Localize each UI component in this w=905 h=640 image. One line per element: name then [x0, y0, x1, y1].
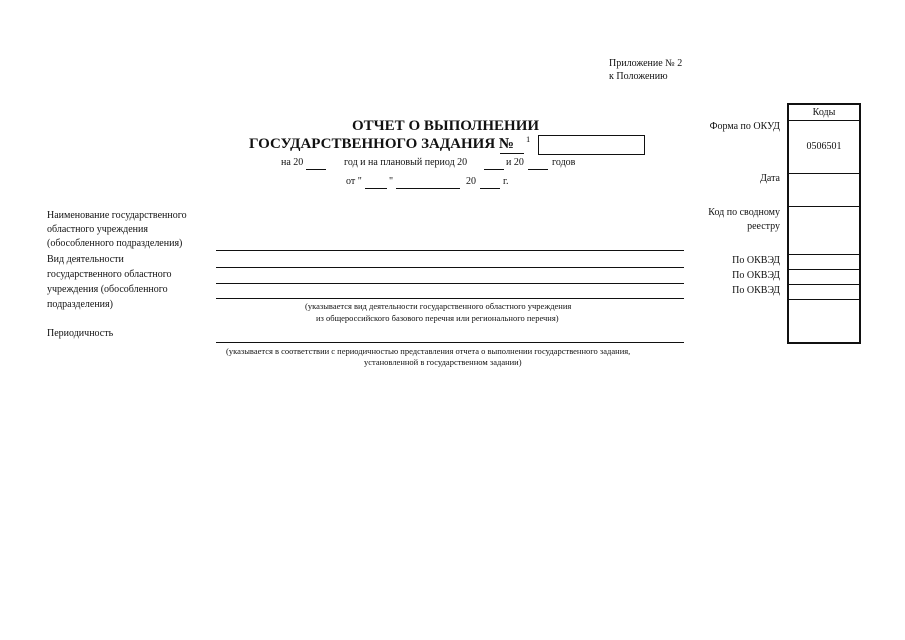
activity-line-3[interactable]	[216, 298, 684, 299]
registry-label-1: Код по сводному	[708, 207, 780, 218]
periodicity-label: Периодичность	[47, 328, 114, 339]
institution-label-1: Наименование государственного	[47, 210, 187, 221]
task-number-blank	[500, 153, 524, 154]
period-prefix: на 20	[281, 157, 304, 168]
okud-label: Форма по ОКУД	[709, 121, 780, 132]
okved-label-3: По ОКВЭД	[732, 285, 780, 296]
date-year-prefix: 20	[466, 176, 476, 187]
report-title-line-2: ГОСУДАРСТВЕННОГО ЗАДАНИЯ №	[249, 136, 514, 152]
footnote-mark: 1	[526, 134, 531, 144]
period-and: и 20	[506, 157, 524, 168]
activity-note-2: из общероссийского базового перечня или регионального перечня)	[316, 313, 559, 323]
date-g: г.	[503, 176, 509, 187]
codes-header: Коды	[789, 105, 859, 121]
codes-table	[787, 103, 861, 344]
institution-name-line[interactable]	[216, 250, 684, 251]
task-number-field[interactable]	[538, 135, 645, 155]
okud-code-cell[interactable]: 0506501	[789, 120, 859, 174]
report-title-line-1: ОТЧЕТ О ВЫПОЛНЕНИИ	[352, 118, 540, 134]
okved-cell-1[interactable]	[789, 254, 859, 270]
period-year-blank	[306, 169, 326, 170]
registry-label-2: реестру	[747, 221, 780, 232]
activity-line-2[interactable]	[216, 283, 684, 284]
date-cell[interactable]	[789, 172, 859, 207]
institution-label-2: областного учреждения	[47, 224, 148, 235]
activity-line-1[interactable]	[216, 267, 684, 268]
date-label: Дата	[760, 173, 780, 184]
activity-label-3: учреждения (обособленного	[47, 284, 168, 295]
periodicity-note-2: установленной в государственном задании)	[364, 357, 522, 367]
okved-label-1: По ОКВЭД	[732, 255, 780, 266]
date-from: от "	[346, 176, 362, 187]
periodicity-note-1: (указывается в соответствии с периодичностью представления отчета о выполнении государственного задания,	[226, 346, 631, 356]
date-month-blank	[396, 188, 460, 189]
periodicity-line[interactable]	[216, 342, 684, 343]
period-suffix: годов	[552, 157, 576, 168]
registry-cell[interactable]	[789, 206, 859, 255]
okved-label-2: По ОКВЭД	[732, 270, 780, 281]
plan-year-2-blank	[528, 169, 548, 170]
activity-label-2: государственного областного	[47, 269, 172, 280]
plan-year-1-blank	[484, 169, 504, 170]
date-year-blank	[480, 188, 500, 189]
period-middle: год и на плановый период 20	[344, 157, 468, 168]
okved-cell-3[interactable]	[789, 284, 859, 300]
appendix-line-2: к Положению	[609, 71, 668, 82]
appendix-line-1: Приложение № 2	[609, 58, 683, 69]
activity-label-1: Вид деятельности	[47, 254, 124, 265]
activity-note-1: (указывается вид деятельности государственного областного учреждения	[305, 301, 572, 311]
extra-cell[interactable]	[789, 299, 859, 342]
date-quote: "	[389, 176, 394, 187]
date-day-blank	[365, 188, 387, 189]
activity-label-4: подразделения)	[47, 299, 113, 310]
institution-label-3: (обособленного подразделения)	[47, 238, 183, 249]
okved-cell-2[interactable]	[789, 269, 859, 285]
